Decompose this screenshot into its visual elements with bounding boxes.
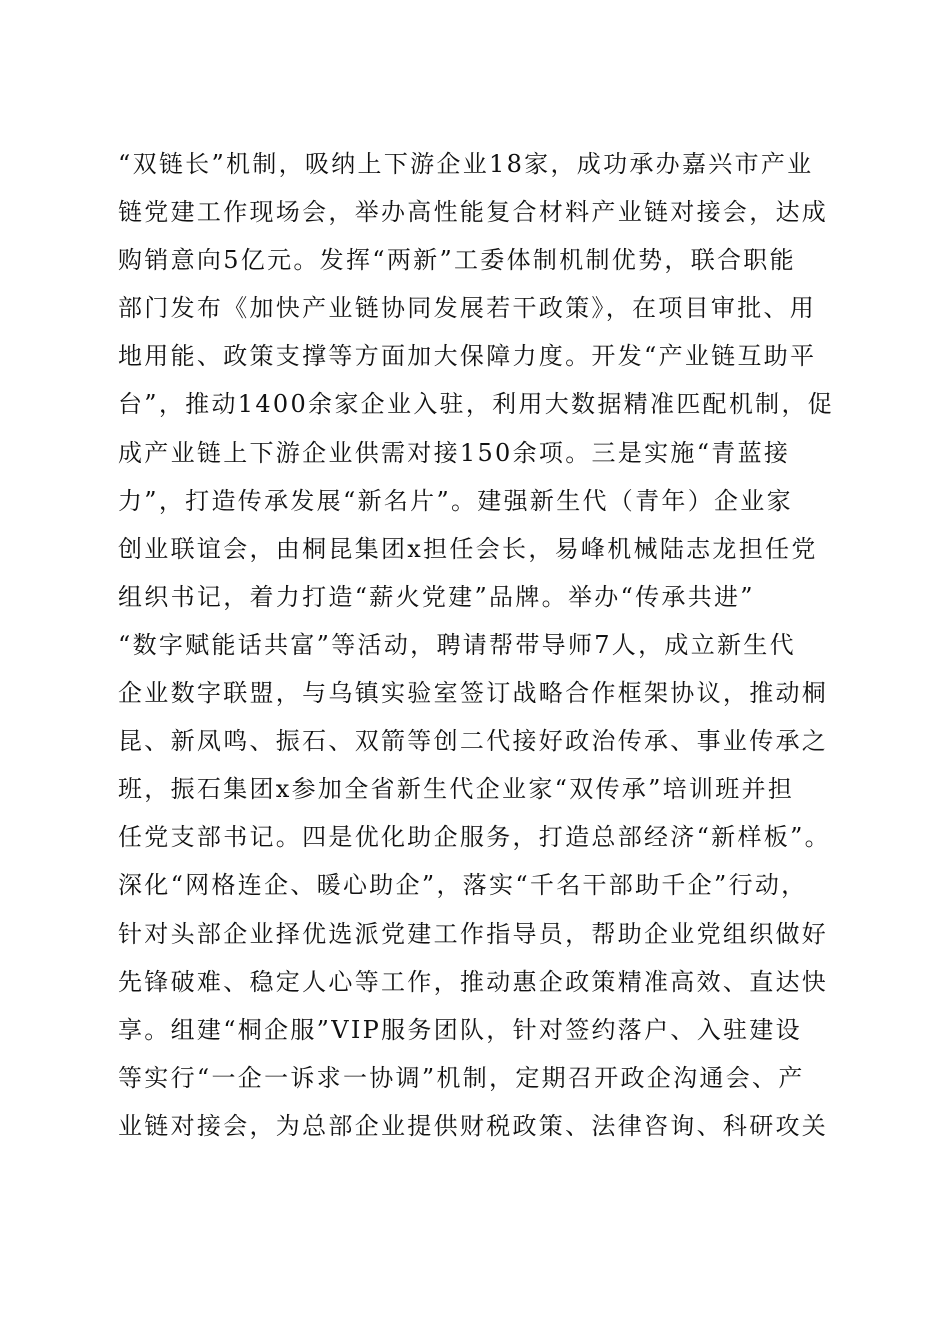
- text-line: 地用能、政策支撑等方面加大保障力度。开发“产业链互助平: [118, 342, 817, 371]
- text-line: 深化“网格连企、暖心助企”，落实“千名干部助千企”行动，: [118, 871, 808, 900]
- text-line: 先锋破难、稳定人心等工作，推动惠企政策精准高效、直达快: [118, 967, 829, 996]
- text-line: 昆、新凤鸣、振石、双箭等创二代接好政治传承、事业传承之: [118, 727, 829, 756]
- text-line: 任党支部书记。四是优化助企服务，打造总部经济“新样板”。: [118, 823, 831, 852]
- text-line: 企业数字联盟，与乌镇实验室签订战略合作框架协议，推动桐: [118, 679, 829, 708]
- text-line: “双链长”机制，吸纳上下游企业18家，成功承办嘉兴市产业: [118, 150, 814, 178]
- text-line: 部门发布《加快产业链协同发展若干政策》，在项目审批、用: [118, 294, 817, 323]
- text-line: 链党建工作现场会，举办高性能复合材料产业链对接会，达成: [118, 198, 829, 227]
- text-line: 购销意向5亿元。发挥“两新”工委体制机制优势，联合职能: [118, 246, 796, 275]
- text-line: 针对头部企业择优选派党建工作指导员，帮助企业党组织做好: [118, 919, 829, 948]
- text-line: 享。组建“桐企服”VIP服务团队，针对签约落户、入驻建设: [118, 1015, 802, 1044]
- text-line: 班，振石集团x参加全省新生代企业家“双传承”培训班并担: [118, 775, 795, 804]
- text-line: 成产业链上下游企业供需对接150余项。三是实施“青蓝接: [118, 438, 791, 467]
- body-paragraph: [118, 140, 838, 1150]
- text-line: “数字赋能话共富”等活动，聘请帮带导师7人，成立新生代: [118, 630, 796, 659]
- text-line: 创业联谊会，由桐昆集团x担任会长，易峰机械陆志龙担任党: [118, 534, 818, 563]
- text-line: 等实行“一企一诉求一协调”机制，定期召开政企沟通会、产: [118, 1063, 805, 1092]
- text-line: 业链对接会，为总部企业提供财税政策、法律咨询、科研攻关: [118, 1111, 829, 1140]
- text-line: 组织书记，着力打造“薪火党建”品牌。举办“传承共进”: [118, 582, 755, 611]
- text-line: 力”，打造传承发展“新名片”。建强新生代（青年）企业家: [118, 486, 793, 515]
- text-line: 台”，推动1400余家企业入驻，利用大数据精准匹配机制，促: [118, 390, 835, 419]
